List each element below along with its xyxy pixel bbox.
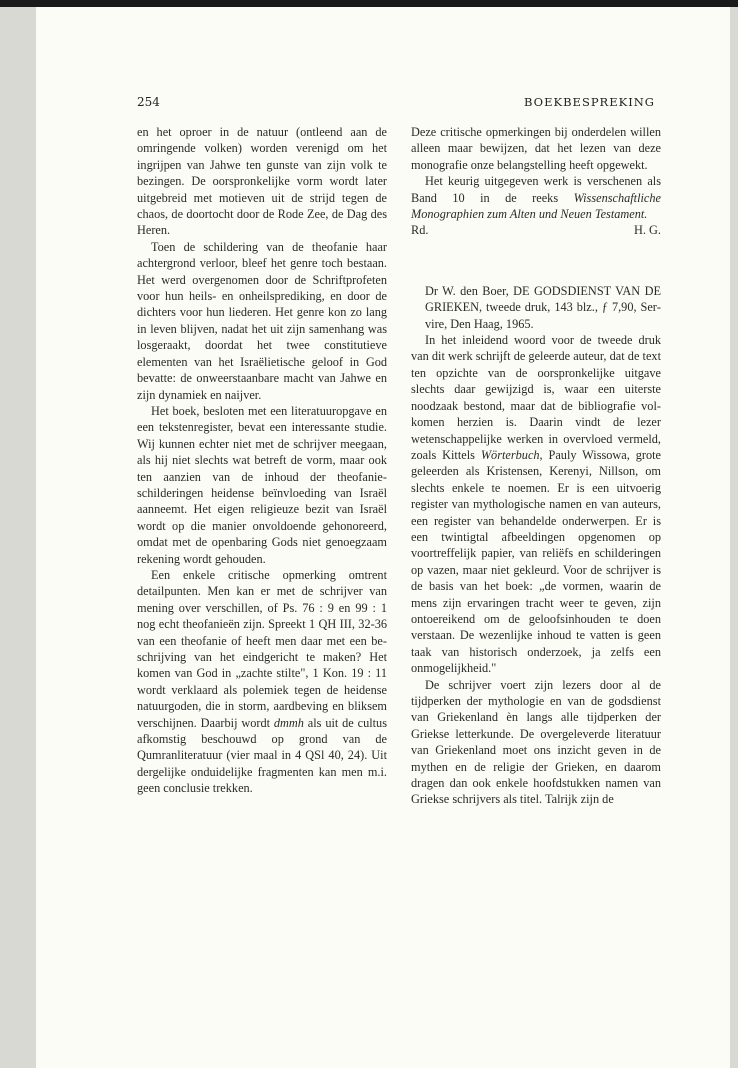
left-paragraph-1: en het oproer in de natuur (ontleend aan de omringende volken) worden verenigd om het ingrijpen van Jahwe ten gunste van zijn volk te bezingen. De oorspronkelijke vorm wordt later uitgebreid met motieven uit de strijd tegen de chaos, de doortocht door de Rode Zee, de Dag des Heren. — [137, 125, 387, 238]
signature-left: Rd. — [411, 223, 429, 238]
left-paragraph-2: Toen de schildering van de theofanie haar achtergrond verloor, bleef het genre toch bestaan. Het werd overgenomen door de Schriftprofeten voor hun heils- en onheilsprediking, en door de dichters voor hun liederen. Het genre kon zo lang in leven blijven, nadat het uit zijn samenhang was losgeraakt, doordat het twee constitutieve elementen van het Israëlietische geloof in God bevatte: de onweerstaanbare macht van Jahwe en zijn dynamiek en naijver. — [137, 239, 387, 402]
running-title: BOEKBESPREKING — [524, 95, 655, 109]
right-paragraph-3 — [411, 332, 661, 677]
book-citation: Dr W. den Boer, DE GODSDIENST VAN DE GRIEKEN, tweede druk, 143 blz., ƒ 7,90, Servire, Den Haag, 1965. — [425, 283, 661, 331]
work-title-woerterbuch: Wörterbuch, — [480, 447, 543, 462]
right-paragraph-2 — [411, 173, 661, 222]
right-paragraph-3-text-b: Pauly Wissowa, grote geleerden als Kristensen, Kerenyi, Nillson, om slechts enkele te noemen. Er is een uitvoerig register van mythologische namen en van auteurs, een register van behandelde onderwerpen. Er is een twintigtal afbeeldingen opgenomen op voortreffelijk papier, van reliëfs en schilderingen op vazen, maar niet gekleurd. Voor de schrijver is de basis van het boek: „de vormen, waarin de mens zijn ervaringen tracht weer te geven, zijn ontoereikend om de geloofsinhouden te doen verstaan. De wezenlijke inhoud te vatten is geen taak van historisch onderzoek, ja zelfs een onmogelijkheid." — [411, 447, 661, 676]
left-paragraph-4-text-b: als uit de cultus afkomstig beschouwd op grond van de Qumranliteratuur (vier maal in 4 QSl 40, 24). Uit dergelijke onduidelijke fragmenten kan men m.i. geen conclusie trekken. — [137, 715, 387, 796]
signature-right: H. G. — [634, 223, 661, 238]
right-paragraph-4: De schrijver voert zijn lezers door al de tijdperken der mythologie en van de godsdienst van Griekenland èn langs alle tijdperken der Griekse letterkunde. De overgeleverde literatuur van Griekenland moet ons inzicht geven in de mythen en de religie der Grieken, en daarom dragen dan ook enkele hoofdstukken namen van Griekse schrijvers als titel. Talrijk zijn de — [411, 677, 661, 807]
right-paragraph-1: Deze critische opmerkingen bij onderdelen willen alleen maar bewijzen, dat het lezen van deze monografie onze belangstelling heeft opgewekt. — [411, 125, 661, 172]
review-signature — [411, 222, 661, 238]
left-paragraph-4-text-a: Een enkele critische opmerking omtrent detailpunten. Men kan er met de schrijver van mening over verschillen, of Ps. 76 : 9 en 99 : 1 nog echt theofanieën zijn. Spreekt 1 QH III, 32-36 van een theofanie of heeft men daar met een beschrijving van het eindgericht te maken? Het komen van God in „zachte stilte", 1 Kon. 19 : 11 wordt verklaard als polemiek tegen de heidense natuurgoden, die in storm, aardbeving en bliksem verschijnen. Daarbij wordt — [137, 567, 387, 730]
scan-top-edge — [0, 0, 738, 7]
left-paragraph-4 — [137, 567, 387, 797]
right-column — [411, 124, 661, 808]
right-paragraph-3-text-a: In het inleidend woord voor de tweede druk van dit werk schrijft de geleerde auteur, dat de text ten opzichte van de oorspronkelijke uitgave slechts daar gewijzigd is, waar een uiterste noodzaak bestond, maar dat de bibliografie volkomen herzien is. Daarin vindt de lezer wetenschappelijke werken in overvloed vermeld, zoals Kittels — [411, 333, 661, 462]
series-title: Wissenschaftliche Monographien zum Alten und Neuen Testament. — [411, 190, 661, 222]
right-paragraph-2-text: Het keurig uitgegeven werk is verschenen als Band 10 in de reeks — [411, 174, 661, 205]
term-dmmh: dmmh — [273, 715, 304, 730]
left-column — [137, 124, 387, 797]
page-header — [137, 95, 655, 113]
left-paragraph-3: Het boek, besloten met een literatuuropgave en een tekstenregister, bevat een interessante studie. Wij kunnen echter niet met de schrijver meegaan, als hij niet slechts wat betreft de vorm, maar ook ten aanzien van de inhoud der theofanieschilderingen heidense beïnvloeding van Israël aanneemt. Het eigen religieuze bezit van Israël wordt op die manier onvoldoende gehonoreerd, omdat met de openbaring Gods niet genoegzaam rekening wordt gehouden. — [137, 403, 387, 566]
page-number: 254 — [137, 95, 160, 109]
